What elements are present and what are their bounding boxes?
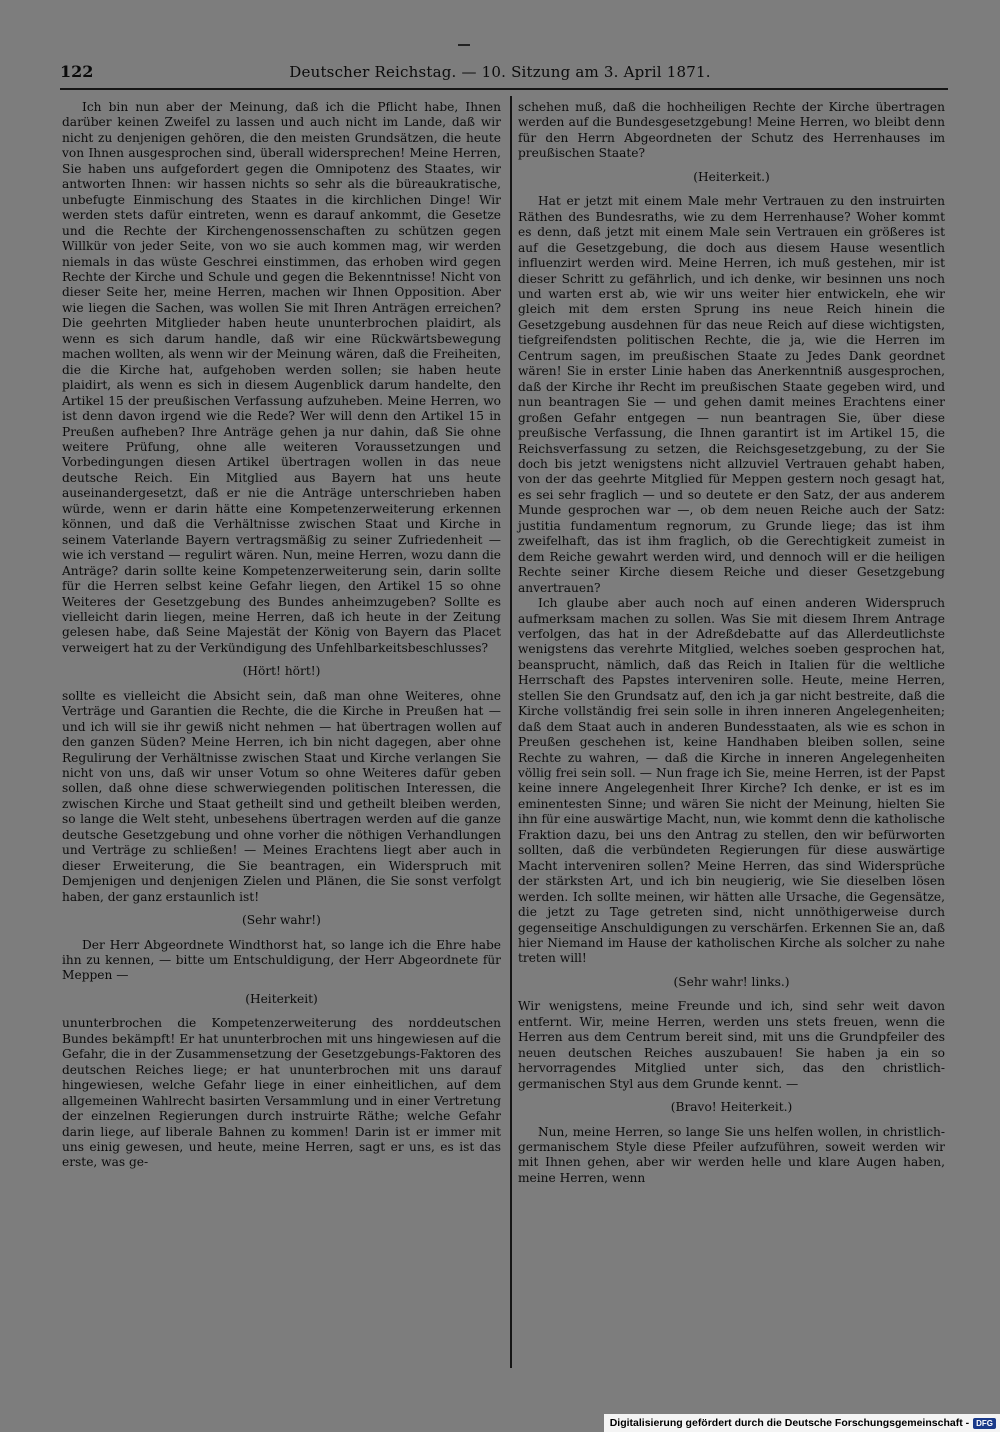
interjection: (Sehr wahr!) — [242, 913, 321, 928]
paragraph: Ich glaube aber auch noch auf einen anderen Widerspruch aufmerksam machen zu sollen. Was Sie mit diesem Ihrem Antrage verfolgen, das hat in der Adreßdebatte auf das Allerdeutlichste wenigstens das verehrte Mitglied, welches soeben gesprochen hat, beansprucht, nämlich, daß das Reich in Italien für die weltliche Herrschaft des Papstes interveniren solle. Heute, meine Herren, stellen Sie den Grundsatz auf, den ich ja gar nicht bestreite, daß die Kirche vollständig frei sein solle in ihren inneren Angelegenheiten; daß dem Staat auch in anderen Bundesstaaten, als wie es schon in Preußen geschehen ist, keine Handhaben bleiben sollen, seine Rechte zu wahren, — daß die Kirche in inneren Angelegenheiten völlig frei sein soll. — Nun frage ich Sie, meine Herren, ist der Papst keine innere Angelegenheit Ihrer Kirche? Ich denke, er ist es im eminentesten Sinne; und wären Sie nicht der Meinung, hielten Sie ihn für eine auswärtige Macht, nun, wie kommt denn die katholische Fraktion dazu, bei uns den Antrag zu stellen, den wir befürworten sollten, daß die verbündeten Regierungen für diese auswärtige Macht interveniren sollen? Meine Herren, das sind Widersprüche der stärksten Art, und ich bin neugierig, wie Sie dieselben lösen werden. Ich sollte meinen, wir hätten alle Ursache, die Gegensätze, die jetzt zu Tage getreten sind, nicht unnöthigerweise durch gegenseitige Anschuldigungen zu verschärfen. Erkennen Sie an, daß hier Niemand im Hause der katholischen Kirche als solcher zu nahe treten will! — [518, 596, 945, 966]
running-title: Deutscher Reichstag. — 10. Sitzung am 3. April 1871. — [289, 63, 711, 81]
dfg-logo: DFG — [973, 1418, 996, 1429]
left-column — [62, 100, 501, 1171]
interjection: (Sehr wahr! links.) — [673, 974, 790, 989]
paragraph: Der Herr Abgeordnete Windthorst hat, so lange ich die Ehre habe ihn zu kennen, — bitte um Entschuldigung, der Herr Abgeordnete für Meppen — — [62, 937, 501, 983]
paragraph-continued: ununterbrochen die Kompetenzerweiterung des norddeutschen Bundes bekämpft! Er hat ununterbrochen mit uns hingewiesen auf die Gefahr, die in der Zusammensetzung der Gesetzgebungs-Faktoren des deutschen Reiches liege; er hat ununterbrochen mit uns darauf hingewiesen, welche Gefahr liege in einer einheitlichen, auf dem allgemeinen Wahlrecht basirten Versammlung und in einer Vertretung der einzelnen Regierungen durch instruirte Räthe; welche Gefahr darin liege, auf liberale Bahnen zu kommen! Darin ist er immer mit uns einig gewesen, und heute, meine Herren, sagt er uns, es ist das erste, was ge- — [62, 1016, 501, 1170]
column-divider — [510, 96, 512, 1368]
header-rule — [60, 88, 948, 90]
paragraph-continued: schehen muß, daß die hochheiligen Rechte der Kirche übertragen werden auf die Bundesgesetzgebung! Meine Herren, wo bleibt denn für den Herrn Abgeordneten der Schutz des Herrenhauses im preußischen Staate? — [518, 100, 945, 161]
paragraph: Nun, meine Herren, so lange Sie uns helfen wollen, in christlich-germanischem Style diese Pfeiler aufzuführen, soweit werden wir mit Ihnen gehen, aber wir werden helle und klare Augen haben, meine Herren, wenn — [518, 1124, 945, 1185]
page-number: 122 — [60, 62, 94, 81]
footer-text: Digitalisierung gefördert durch die Deutsche Forschungsgemeinschaft - — [609, 1417, 970, 1429]
paragraph: Ich bin nun aber der Meinung, daß ich die Pflicht habe, Ihnen darüber keinen Zweifel zu lassen und auch nicht im Lande, daß wir nicht zu denjenigen gehören, die den meisten Grundsätzen, die heute von Ihnen ausgesprochen sind, überall widersprechen! Meine Herren, Sie haben uns aufgefordert gegen die Omnipotenz des Staates, wir antworten Ihnen: wir hassen nichts so sehr als die büreaukratische, unbefugte Einmischung des Staates in die kirchlichen Dinge! Wir werden stets dafür eintreten, wenn es darauf ankommt, die Gesetze und die Rechte der Kirchengenossenschaften zu schützen gegen Willkür von jeder Seite, von wo sie auch kommen mag, wir werden niemals in das wüste Geschrei einstimmen, das erhoben wird gegen Rechte der Kirche und Schule und gegen die Bekenntnisse! Nicht von dieser Seite her, meine Herren, machen wir Ihnen Opposition. Aber wie liegen die Sachen, was wollen Sie mit Ihren Anträgen erreichen? Die geehrten Mitglieder haben heute ununterbrochen plaidirt, als wenn es sich darum handle, daß wir eine Rückwärtsbewegung machen wollten, als wenn wir der Meinung wären, daß die Freiheiten, die die Kirche hat, aufgehoben werden sollen; sie haben heute plaidirt, als wenn es sich in diesem Augenblick darum handelte, den Artikel 15 der preußischen Verfassung aufzuheben. Meine Herren, wo ist denn davon irgend wie die Rede? Wer will denn den Artikel 15 in Preußen aufheben? Ihre Anträge gehen ja nur dahin, daß Sie ohne weitere Prüfung, ohne alle weiteren Voraussetzungen und Vorbedingungen diesen Artikel übertragen wollen in das neue deutsche Reich. Ein Mitglied aus Bayern hat uns heute auseinandergesetzt, daß er nie die Anträge unterschrieben haben würde, wenn er darin hätte eine Kompetenzerweiterung erkennen können, und daß die Verhältnisse zwischen Staat und Kirche in seinem Vaterlande Bayern vertragsmäßig zu seiner Zufriedenheit — wie ich verstand — regulirt wären. Nun, meine Herren, wozu dann die Anträge? darin sollte keine Kompetenzerweiterung sein, darin sollte für die Herren selbst keine Gefahr liegen, den Artikel 15 so ohne Weiteres der Gesetzgebung des Bundes anheimzugeben? Sollte es vielleicht darin liegen, meine Herren, daß ich heute in der Zeitung gelesen habe, daß Seine Majestät der König von Bayern das Placet verweigert hat zu der Verkündigung des Unfehlbarkeitsbeschlusses? — [62, 100, 501, 655]
interjection: (Hört! hört!) — [242, 664, 321, 679]
paragraph-continued: sollte es vielleicht die Absicht sein, daß man ohne Weiteres, ohne Verträge und Garantien die Rechte, die die Kirche in Preußen hat — und ich will sie ihr gewiß nicht nehmen — hat übertragen wollen auf den ganzen Süden? Meine Herren, ich bin nicht dagegen, aber ohne Regulirung der Verhältnisse zwischen Staat und Kirche verlangen Sie nicht von uns, daß wir unser Votum so ohne Weiteres dafür geben sollen, daß ohne diese schwerwiegenden politischen Interessen, die zwischen Kirche und Staat getheilt sind und getheilt bleiben werden, so lange die Welt steht, unbesehens übertragen werden auf die ganze deutsche Gesetzgebung und ohne vorher die nöthigen Verhandlungen und Verträge zu schließen! — Meines Erachtens liegt aber auch in dieser Erweiterung, die Sie beantragen, ein Widerspruch mit Demjenigen und denjenigen Zielen und Plänen, die Sie sonst verfolgt haben, der ganz erstaunlich ist! — [62, 688, 501, 904]
paragraph-continued: Wir wenigstens, meine Freunde und ich, sind sehr weit davon entfernt. Wir, meine Herren, werden uns stets freuen, wenn die Herren aus dem Centrum bereit sind, mit uns die Grundpfeiler des neuen deutschen Reiches auszubauen! Sie haben ja ein so hervorragendes Mitglied unter sich, das den christlich-germanischen Styl aus dem Grunde kennt. — — [518, 999, 945, 1091]
interjection: (Bravo! Heiterkeit.) — [670, 1100, 793, 1115]
funding-footer — [604, 1414, 1000, 1432]
page-header — [60, 62, 940, 86]
print-mark — [458, 44, 470, 46]
interjection: (Heiterkeit.) — [693, 169, 770, 184]
paragraph: Hat er jetzt mit einem Male mehr Vertrauen zu den instruirten Räthen des Bundesraths, wie zu dem Herrenhause? Woher kommt es denn, daß jetzt mit einem Male sein Vertrauen ein größeres ist auf die Gesetzgebung, die doch aus diesem Hause wesentlich influenzirt werden wird. Meine Herren, ich muß gestehen, mir ist dieser Schritt zu gefährlich, und ich denke, wir besinnen uns noch und warten erst ab, wie wir uns weiter hier entwickeln, ehe wir gleich mit dem ersten Sprung ins neue Reich hinein die Gesetzgebung ausdehnen für das neue Reich auf diese wichtigsten, tiefgreifendsten politischen Rechte, die ja, wie die Herren im Centrum sagen, im preußischen Staate zu Jedes Dank geordnet wären! Sie in erster Linie haben das Anerkenntniß ausgesprochen, daß der Kirche ihr Recht im preußischen Staate gegeben wird, und nun beantragen Sie — und gehen damit meines Erachtens einer großen Gefahr entgegen — nun beantragen Sie, über diese preußische Verfassung, die Ihnen garantirt ist im Artikel 15, die Reichsverfassung zu setzen, die Reichsgesetzgebung, zu der Sie doch bis jetzt wenigstens nicht allzuviel Vertrauen gehabt haben, von der das geehrte Mitglied für Meppen gestern noch gesagt hat, es sei sehr fraglich — und so deutete er den Satz, der aus anderem Munde gesprochen war —, ob dem neuen Reiche auch der Satz: justitia fundamentum regnorum, zu Grunde liege; das ist ihm zweifelhaft, das ist ihm fraglich, ob die Gerechtigkeit zumeist in dem Reiche gewahrt werden wird, und dennoch will er die heiligen Rechte seiner Kirche diesem Reiche und dieser Gesetzgebung anvertrauen? — [518, 194, 945, 595]
right-column — [518, 100, 945, 1186]
interjection: (Heiterkeit) — [245, 991, 318, 1006]
